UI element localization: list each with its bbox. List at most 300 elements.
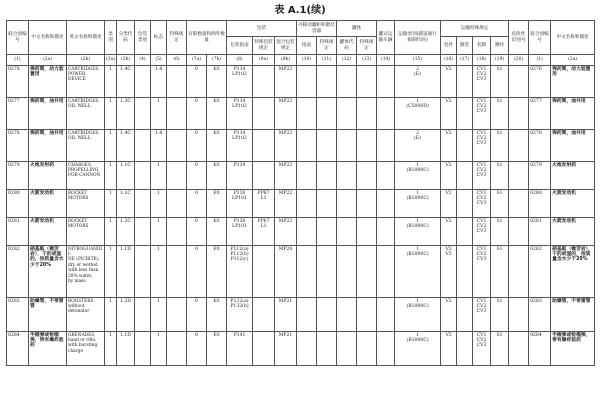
column-number: (19) <box>491 55 509 66</box>
transport-category-cell-line: (E) <box>414 135 422 141</box>
hazard-id-cell <box>509 190 529 218</box>
loading-provision-cell-line: CV3 <box>476 201 487 207</box>
portable-tank-special-cell <box>317 66 337 98</box>
english-name-cell-line: PROPELLING, <box>68 167 100 173</box>
column-number: (3a) <box>105 55 117 66</box>
transport-category-cell <box>395 162 441 190</box>
operation-provision-cell: S1 <box>491 332 509 366</box>
packing-special-cell-line: PP67 <box>257 190 270 196</box>
tank-special-cell <box>357 218 377 246</box>
vehicle-cell <box>377 98 395 130</box>
transport-category-cell-line: 1 <box>416 332 420 338</box>
portable-tank-instr-cell <box>297 332 317 366</box>
transport-category-cell <box>395 218 441 246</box>
excepted-qty-cell: E0 <box>207 218 227 246</box>
packing-special-cell <box>253 66 275 98</box>
chinese-name-cell: 弹药筒，油井用 <box>29 98 67 130</box>
english-name-cell-line: with bursting <box>68 343 98 349</box>
column-number: (2a) <box>551 55 595 66</box>
operation-provision-cell: S1 <box>491 298 509 332</box>
packing-instruction-cell <box>227 66 253 98</box>
packing-special-cell <box>253 332 275 366</box>
packages-provision-cell <box>441 218 457 246</box>
mixed-packing-cell: MP22 <box>275 98 297 130</box>
english-name-cell-line: FOR CANNON <box>68 173 101 179</box>
column-number: (11) <box>317 55 337 66</box>
english-name-cell-line: MOTORS <box>68 223 89 229</box>
packages-provision-cell <box>441 162 457 190</box>
header-ts-bulk: 散装 <box>457 37 473 55</box>
header-group-packaging: 包装 <box>227 21 297 37</box>
un-number-cell: 0282 <box>7 246 29 298</box>
column-number: (6) <box>167 55 187 66</box>
loading-provision-cell-line: CV2 <box>476 337 487 343</box>
un-number-cell-repeat: 0276 <box>529 66 551 98</box>
limited-qty-cell: 0 <box>187 190 207 218</box>
operation-provision-cell: S1 <box>491 246 509 298</box>
english-name-cell <box>67 332 105 366</box>
tank-code-cell <box>337 298 357 332</box>
loading-provision-cell <box>473 190 491 218</box>
column-number: (3b) <box>117 55 135 66</box>
tank-special-cell <box>357 98 377 130</box>
label-cell: 1 <box>151 218 167 246</box>
header-special-provisions: 特殊规定 <box>167 21 187 55</box>
loading-provision-cell-line: CV1 <box>476 162 487 168</box>
packing-instruction-cell-line: P132(b) <box>230 303 249 309</box>
packages-provision-cell-line: V2 <box>445 246 452 252</box>
packing-group-cell <box>135 190 151 218</box>
english-name-cell-line: without <box>68 303 85 309</box>
excepted-qty-cell: E0 <box>207 298 227 332</box>
portable-tank-instr-cell <box>297 218 317 246</box>
un-number-cell: 0281 <box>7 218 29 246</box>
table-row <box>7 298 595 332</box>
tank-special-cell <box>357 162 377 190</box>
limited-qty-cell: 0 <box>187 130 207 162</box>
mixed-packing-cell: MP22 <box>275 190 297 218</box>
transport-category-cell <box>395 298 441 332</box>
special-provisions-cell <box>167 332 187 366</box>
portable-tank-instr-cell <box>297 130 317 162</box>
column-number: (18) <box>473 55 491 66</box>
class-cell: 1 <box>105 298 117 332</box>
transport-category-cell-line: (B1000C) <box>406 223 429 229</box>
packing-instruction-cell-line: LP101 <box>232 195 247 201</box>
packages-provision-cell-line: V2 <box>445 190 452 196</box>
english-name-cell <box>67 246 105 298</box>
packing-special-cell <box>253 218 275 246</box>
chinese-name-cell-repeat: 硝基胍（橄苦岩），干的或湿的，按质量含水少于20% <box>551 246 595 298</box>
column-number: (16) <box>441 55 457 66</box>
mixed-packing-cell: MP22 <box>275 218 297 246</box>
bulk-provision-cell <box>457 130 473 162</box>
tank-special-cell <box>357 130 377 162</box>
transport-category-cell <box>395 66 441 98</box>
column-number: (4) <box>135 55 151 66</box>
packages-provision-cell-line: V2 <box>445 98 452 104</box>
english-name-cell-line: NE (PICRITE), <box>68 257 100 263</box>
packing-instruction-cell-line: P130 <box>233 162 246 168</box>
header-packing-group: 包装类别 <box>135 21 151 55</box>
english-name-cell-line: POWER <box>68 71 86 77</box>
special-provisions-cell <box>167 162 187 190</box>
english-name-cell <box>67 190 105 218</box>
operation-provision-cell: S1 <box>491 66 509 98</box>
chinese-name-cell: 手榴弹或枪榴弹，带有爆炸装药 <box>29 332 67 366</box>
operation-provision-cell: S1 <box>491 218 509 246</box>
header-mixed-pkg: 混合包装规定 <box>275 37 297 55</box>
header-un-no: 联合国编号 <box>7 21 29 55</box>
english-name-cell <box>67 218 105 246</box>
packing-group-cell <box>135 98 151 130</box>
table-row <box>7 190 595 218</box>
portable-tank-special-cell <box>317 162 337 190</box>
loading-provision-cell-line: CV2 <box>476 251 487 257</box>
special-provisions-cell <box>167 298 187 332</box>
english-name-cell <box>67 98 105 130</box>
tank-code-cell <box>337 66 357 98</box>
loading-provision-cell <box>473 332 491 366</box>
header-vehicle: 罐式运输车辆 <box>377 21 395 55</box>
tank-code-cell <box>337 246 357 298</box>
transport-category-cell-line: (B1000C) <box>406 303 429 309</box>
english-name-cell-line: OIL WELL <box>68 103 91 109</box>
class-cell: 1 <box>105 130 117 162</box>
column-number: (8) <box>227 55 253 66</box>
class-code-cell: 1.3C <box>117 98 135 130</box>
label-cell: 1 <box>151 246 167 298</box>
transport-category-cell-line: 1 <box>416 98 420 104</box>
table-row <box>7 162 595 190</box>
packages-provision-cell-line: V2 <box>445 332 452 338</box>
transport-category-cell-line: 2 <box>416 66 420 72</box>
column-number: (9a) <box>253 55 275 66</box>
loading-provision-cell-line: CV2 <box>476 303 487 309</box>
header-group-portable-tank: 可移动罐柜和散装容器 <box>297 21 337 37</box>
column-number: (13) <box>357 55 377 66</box>
loading-provision-cell <box>473 98 491 130</box>
column-number: (1) <box>529 55 551 66</box>
packing-special-cell <box>253 98 275 130</box>
packing-instruction-cell-line: LP102 <box>232 135 247 141</box>
class-code-cell: 1.1C <box>117 190 135 218</box>
vehicle-cell <box>377 162 395 190</box>
table-body <box>7 66 595 366</box>
excepted-qty-cell: E0 <box>207 98 227 130</box>
english-name-cell-line: DEVICE <box>68 77 86 83</box>
header-hazard-id: 危险性识别号 <box>509 21 529 55</box>
loading-provision-cell-line: CV2 <box>476 195 487 201</box>
loading-provision-cell <box>473 218 491 246</box>
loading-provision-cell-line: CV3 <box>476 229 487 235</box>
chinese-name-cell-repeat: 弹药筒，动力装置用 <box>551 66 595 98</box>
special-provisions-cell <box>167 218 187 246</box>
operation-provision-cell: S1 <box>491 162 509 190</box>
label-cell: 1.4 <box>151 66 167 98</box>
tank-special-cell <box>357 298 377 332</box>
loading-provision-cell-line: CV3 <box>476 343 487 349</box>
packing-instruction-cell-line: P141 <box>233 332 246 338</box>
limited-qty-cell: 0 <box>187 332 207 366</box>
chinese-name-cell-repeat: 助爆管，不带雷管 <box>551 298 595 332</box>
special-provisions-cell <box>167 190 187 218</box>
table-row <box>7 130 595 162</box>
packing-group-cell <box>135 332 151 366</box>
loading-provision-cell <box>473 66 491 98</box>
portable-tank-special-cell <box>317 218 337 246</box>
transport-category-cell-line: (C5000D) <box>406 103 429 109</box>
packing-instruction-cell-line: LP102 <box>232 103 247 109</box>
hazard-id-cell <box>509 218 529 246</box>
limited-qty-cell: 0 <box>187 218 207 246</box>
transport-category-cell-line: (B1000C) <box>406 195 429 201</box>
header-pt-special: 特殊规定 <box>317 37 337 55</box>
mixed-packing-cell: MP21 <box>275 298 297 332</box>
packing-instruction-cell <box>227 298 253 332</box>
column-number: (14) <box>377 55 395 66</box>
header-pt-instr: 指南 <box>297 37 317 55</box>
portable-tank-special-cell <box>317 98 337 130</box>
bulk-provision-cell <box>457 98 473 130</box>
english-name-cell-line: BOOSTERS <box>68 298 94 304</box>
chinese-name-cell: 弹药筒，动力装置用 <box>29 66 67 98</box>
packing-instruction-cell-line: P132(a) <box>230 298 249 304</box>
english-name-cell-line: CHARGES, <box>68 162 93 168</box>
packing-instruction-cell-line: P112(c) <box>230 257 249 263</box>
loading-provision-cell-line: CV3 <box>476 77 487 83</box>
hazard-id-cell <box>509 66 529 98</box>
portable-tank-special-cell <box>317 130 337 162</box>
english-name-cell <box>67 130 105 162</box>
english-name-cell-line: with less than <box>68 268 99 274</box>
loading-provision-cell-line: CV3 <box>476 257 487 263</box>
loading-provision-cell-line: CV3 <box>476 309 487 315</box>
bulk-provision-cell <box>457 190 473 218</box>
transport-category-cell-line: (B1000C) <box>406 167 429 173</box>
loading-provision-cell-line: CV2 <box>476 223 487 229</box>
header-group-tank: 罐体 <box>337 21 377 37</box>
vehicle-cell <box>377 218 395 246</box>
operation-provision-cell: S1 <box>491 190 509 218</box>
header-ts-packages: 包件 <box>441 37 457 55</box>
packages-provision-cell <box>441 98 457 130</box>
english-name-cell-line: charge <box>68 348 84 354</box>
packing-instruction-cell-line: P112(a) <box>230 246 249 252</box>
chinese-name-cell-repeat: 弹药筒，油井用 <box>551 130 595 162</box>
header-en-name: 英文名称和描述 <box>67 21 105 55</box>
un-number-cell-repeat: 0280 <box>529 190 551 218</box>
class-code-cell: 1.1C <box>117 162 135 190</box>
packages-provision-cell-line: V2 <box>445 66 452 72</box>
packing-group-cell <box>135 162 151 190</box>
header-tank-code: 罐体代码 <box>337 37 357 55</box>
packing-instruction-cell <box>227 130 253 162</box>
table-row <box>7 98 595 130</box>
header-class: 类别 <box>105 21 117 55</box>
packing-instruction-cell-line: P134 <box>233 66 246 72</box>
loading-provision-cell-line: CV2 <box>476 71 487 77</box>
tank-code-cell <box>337 332 357 366</box>
un-number-cell: 0283 <box>7 298 29 332</box>
packing-special-cell-line: L1 <box>260 195 267 201</box>
packages-provision-cell <box>441 190 457 218</box>
bulk-provision-cell <box>457 298 473 332</box>
column-number: (2b) <box>67 55 105 66</box>
packing-special-cell <box>253 130 275 162</box>
tank-code-cell <box>337 190 357 218</box>
column-number: (9b) <box>275 55 297 66</box>
transport-category-cell-line: 2 <box>416 130 420 136</box>
english-name-cell <box>67 298 105 332</box>
transport-category-cell-line: 1 <box>416 162 420 168</box>
column-number: (2a) <box>29 55 67 66</box>
loading-provision-cell-line: CV3 <box>476 109 487 115</box>
english-name-cell-line: CARTRIDGES, <box>68 98 100 104</box>
packing-special-cell <box>253 298 275 332</box>
loading-provision-cell-line: CV1 <box>476 298 487 304</box>
hazard-id-cell <box>509 98 529 130</box>
vehicle-cell <box>377 332 395 366</box>
portable-tank-special-cell <box>317 298 337 332</box>
vehicle-cell <box>377 246 395 298</box>
header-pkg-instr: 包装指南 <box>227 37 253 55</box>
class-code-cell: 1.4C <box>117 66 135 98</box>
chinese-name-cell: 助爆管，不带雷管 <box>29 298 67 332</box>
packing-group-cell <box>135 246 151 298</box>
column-number: (15) <box>395 55 441 66</box>
chinese-name-cell-repeat: 火箭发动机 <box>551 218 595 246</box>
packages-provision-cell-line: V2 <box>445 218 452 224</box>
table-title: 表 A.1(续) <box>274 5 326 16</box>
portable-tank-instr-cell <box>297 246 317 298</box>
transport-category-cell <box>395 190 441 218</box>
loading-provision-cell-line: CV1 <box>476 332 487 338</box>
operation-provision-cell: S1 <box>491 130 509 162</box>
excepted-qty-cell: E0 <box>207 190 227 218</box>
tank-code-cell <box>337 130 357 162</box>
limited-qty-cell: 0 <box>187 162 207 190</box>
label-cell: 1.4 <box>151 130 167 162</box>
loading-provision-cell-line: CV3 <box>476 173 487 179</box>
un-number-cell: 0278 <box>7 130 29 162</box>
limited-qty-cell: 0 <box>187 298 207 332</box>
special-provisions-cell <box>167 130 187 162</box>
english-name-cell <box>67 66 105 98</box>
packages-provision-cell-line: V2 <box>445 130 452 136</box>
header-transport-cat: 运输类别(隧道通行限制代码) <box>395 21 441 55</box>
mixed-packing-cell: MP22 <box>275 66 297 98</box>
transport-category-cell-line: (B1000C) <box>406 251 429 257</box>
chinese-name-cell-repeat: 火炮发射药 <box>551 162 595 190</box>
portable-tank-instr-cell <box>297 190 317 218</box>
loading-provision-cell-line: CV1 <box>476 190 487 196</box>
class-cell: 1 <box>105 162 117 190</box>
un-number-cell: 0284 <box>7 332 29 366</box>
header-ts-operation: 操作 <box>491 37 509 55</box>
header-cn-name-2: 中文名称和描述 <box>551 21 595 55</box>
header-un-no-2: 联合国编号 <box>529 21 551 55</box>
class-code-cell: 1.1D <box>117 246 135 298</box>
class-cell: 1 <box>105 66 117 98</box>
packing-group-cell <box>135 218 151 246</box>
packages-provision-cell <box>441 66 457 98</box>
english-name-cell-line: 20% water, <box>68 273 93 279</box>
mixed-packing-cell: MP22 <box>275 162 297 190</box>
loading-provision-cell <box>473 130 491 162</box>
loading-provision-cell-line: CV1 <box>476 130 487 136</box>
header-cn-name: 中文名称和描述 <box>29 21 67 55</box>
english-name-cell-line: CARTRIDGES, <box>68 66 100 72</box>
bulk-provision-cell <box>457 332 473 366</box>
english-name-cell-line: dry or wetted <box>68 262 98 268</box>
english-name-cell-line: GRENADES, <box>68 332 96 338</box>
vehicle-cell <box>377 130 395 162</box>
packing-instruction-cell <box>227 162 253 190</box>
packing-instruction-cell-line: P134 <box>233 130 246 136</box>
portable-tank-instr-cell <box>297 66 317 98</box>
mixed-packing-cell: MP22 <box>275 130 297 162</box>
portable-tank-special-cell <box>317 332 337 366</box>
special-provisions-cell <box>167 246 187 298</box>
header-pkg-special: 特殊包装规定 <box>253 37 275 55</box>
english-name-cell-line: by mass <box>68 278 86 284</box>
packing-special-cell-line: PP67 <box>257 218 270 224</box>
column-number: (7a) <box>187 55 207 66</box>
excepted-qty-cell: E0 <box>207 332 227 366</box>
chinese-name-cell-repeat: 火箭发动机 <box>551 190 595 218</box>
un-number-cell-repeat: 0283 <box>529 298 551 332</box>
transport-category-cell-line: 1 <box>416 298 420 304</box>
chinese-name-cell: 火炮发射药 <box>29 162 67 190</box>
english-name-cell-line: ROCKET <box>68 190 88 196</box>
english-name-cell-line: ROCKET <box>68 218 88 224</box>
packages-provision-cell <box>441 130 457 162</box>
hazard-id-cell <box>509 332 529 366</box>
packages-provision-cell-line: V3 <box>445 251 452 257</box>
vehicle-cell <box>377 190 395 218</box>
header-labels: 标志 <box>151 21 167 55</box>
chinese-name-cell: 火箭发动机 <box>29 190 67 218</box>
excepted-qty-cell: E0 <box>207 162 227 190</box>
operation-provision-cell: S1 <box>491 98 509 130</box>
un-number-cell: 0277 <box>7 98 29 130</box>
english-name-cell-line: CARTRIDGES, <box>68 130 100 136</box>
loading-provision-cell-line: CV1 <box>476 66 487 72</box>
limited-qty-cell: 0 <box>187 98 207 130</box>
excepted-qty-cell: E0 <box>207 246 227 298</box>
transport-category-cell-line: (B1000C) <box>406 337 429 343</box>
loading-provision-cell-line: CV1 <box>476 218 487 224</box>
vehicle-cell <box>377 298 395 332</box>
class-cell: 1 <box>105 98 117 130</box>
special-provisions-cell <box>167 66 187 98</box>
excepted-qty-cell: E0 <box>207 130 227 162</box>
english-name-cell-line: detonator <box>68 309 90 315</box>
packing-special-cell <box>253 162 275 190</box>
header-ts-loading: 装卸 <box>473 37 491 55</box>
label-cell: 1 <box>151 298 167 332</box>
tank-special-cell <box>357 246 377 298</box>
class-cell: 1 <box>105 190 117 218</box>
mixed-packing-cell: MP21 <box>275 332 297 366</box>
packing-instruction-cell-line: LP102 <box>232 71 247 77</box>
un-number-cell: 0279 <box>7 162 29 190</box>
limited-qty-cell: 0 <box>187 66 207 98</box>
un-number-cell: 0276 <box>7 66 29 98</box>
packing-instruction-cell <box>227 332 253 366</box>
un-number-cell-repeat: 0278 <box>529 130 551 162</box>
